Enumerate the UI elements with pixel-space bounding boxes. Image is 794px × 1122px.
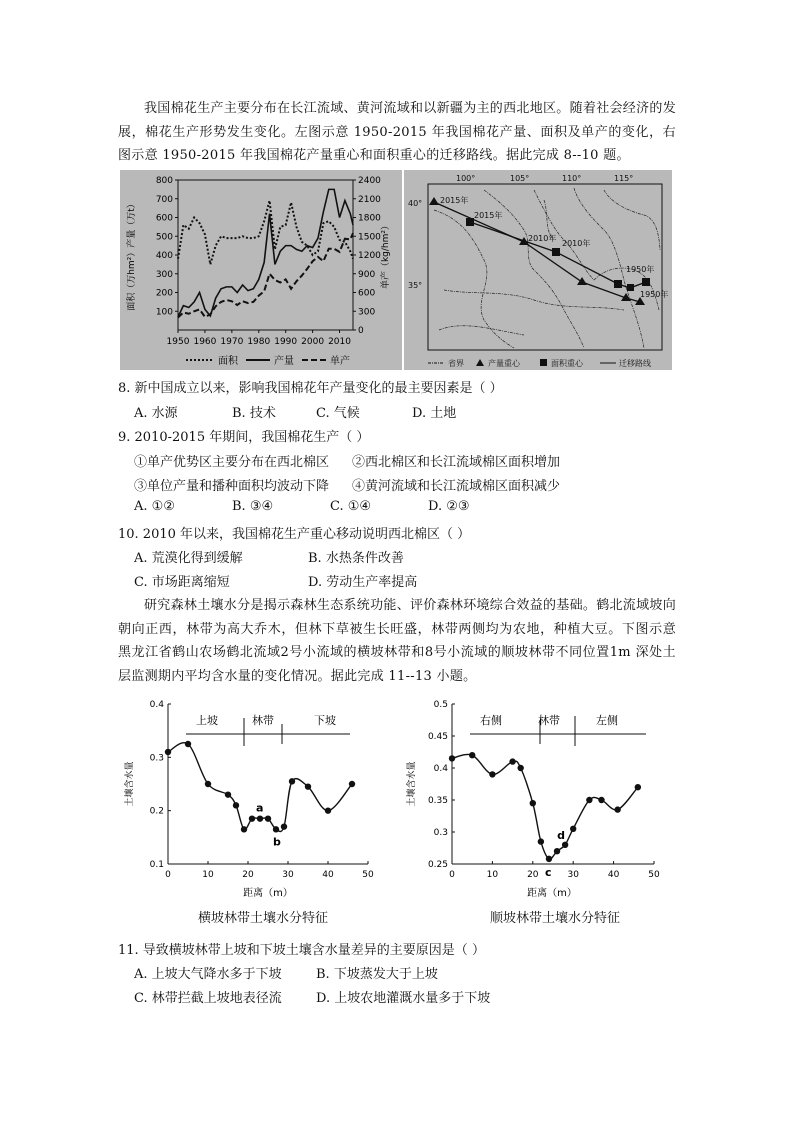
cotton-production-chart	[120, 170, 402, 370]
right-tick-label: 2100	[358, 194, 381, 205]
data-point	[225, 791, 231, 797]
q9-option-a[interactable]: A. ①②	[134, 499, 175, 514]
left-tick-label: 400	[155, 251, 173, 261]
zone-right-side: 右侧	[480, 714, 502, 727]
legend-output-center: 产量重心	[488, 359, 520, 368]
point-label-d: d	[557, 828, 565, 842]
label-2010-area: 2010年	[562, 239, 591, 248]
x-tick-label: 2010	[328, 337, 351, 347]
x-tick-label: 2000	[301, 337, 325, 347]
zone-left-side: 左侧	[596, 714, 618, 727]
area-center-mid	[614, 280, 622, 288]
q11-option-d[interactable]: D. 上坡农地灌溉水量多于下坡	[316, 991, 491, 1006]
x-tick-label: 40	[322, 870, 334, 880]
x-tick-label: 1960	[193, 337, 217, 347]
x-axis-label: 距离（m）	[243, 888, 293, 899]
zone-downslope: 下坡	[314, 714, 336, 727]
data-point	[305, 783, 311, 789]
legend-yield: 单产	[330, 356, 350, 367]
left-tick-label: 500	[155, 232, 173, 243]
x-tick-label: 50	[362, 870, 374, 880]
left-tick-label: 200	[155, 288, 173, 299]
y-tick-label: 0.45	[427, 732, 448, 742]
point-label-b: b	[273, 835, 281, 849]
left-tick-label: 600	[155, 213, 173, 224]
q8-option-c[interactable]: C. 气候	[316, 406, 360, 421]
x-tick-label: 30	[567, 870, 579, 880]
left-tick-label: 100	[155, 307, 173, 318]
y-tick-label: 0.35	[427, 796, 448, 806]
area-center-2010	[552, 248, 560, 256]
q11-option-a[interactable]: A. 上坡大气降水多于下坡	[134, 967, 282, 982]
right-tick-label: 0	[358, 326, 364, 336]
data-point	[570, 826, 576, 832]
cross-slope-chart	[118, 692, 388, 902]
data-point	[325, 807, 331, 813]
intro-paragraph-2: 研究森林土壤水分是揭示森林生态系统功能、评价森林环境综合效益的基础。鹤北流域坡向朝向正西，林带为高大乔木，但林下草被生长旺盛，林带两侧均为农地，种植大豆。下图示意黑龙江省鹤山农场鹤北流域2号小流域的横坡林带和8号小流域的顺坡林带不同位置1m 深处土层监测期内平均含水量的变化情况。据此完成 11--13 小题。	[118, 598, 677, 684]
cross-slope-caption: 横坡林带土壤水分特征	[198, 911, 329, 926]
moisture-curve	[452, 754, 638, 859]
zone-forest-belt: 林带	[538, 714, 560, 727]
q8-option-d[interactable]: D. 土地	[412, 406, 457, 421]
lat-40: 40°	[408, 199, 423, 208]
y-tick-label: 0.3	[433, 828, 448, 838]
label-1950-output: 1950年	[640, 290, 669, 299]
x-tick-label: 50	[648, 870, 660, 880]
y-tick-label: 0.25	[427, 860, 448, 870]
x-tick-label: 1950	[166, 337, 190, 347]
data-point	[554, 848, 560, 854]
barycenter-map	[404, 170, 672, 370]
left-tick-label: 300	[155, 269, 173, 280]
label-2010-output: 2010年	[528, 234, 557, 243]
data-point	[349, 781, 355, 787]
data-point	[586, 797, 592, 803]
intro-paragraph-1: 我国棉花生产主要分布在长江流域、黄河流域和以新疆为主的西北地区。随着社会经济的发展，棉花生产形势发生变化。左图示意 1950-2015 年我国棉花产量、面积及单产的变化，右图示意 1950-2015 年我国棉花产量重心和面积重心的迁移路线。据此完成 8--10 题。	[118, 101, 677, 163]
data-point	[185, 741, 191, 747]
label-2015-area: 2015年	[474, 211, 503, 220]
x-tick-label: 0	[165, 870, 171, 880]
q9-option-c[interactable]: C. ①④	[330, 499, 372, 514]
data-point	[530, 800, 536, 806]
left-tick-label: 800	[155, 176, 173, 186]
legend-output: 产量	[274, 356, 294, 367]
x-tick-label: 30	[282, 870, 294, 880]
legend-boundary: 省界	[448, 359, 464, 368]
data-point	[249, 815, 255, 821]
q8-stem: 8. 新中国成立以来，影响我国棉花年产量变化的最主要因素是（ ）	[118, 381, 503, 396]
data-point	[469, 752, 475, 758]
y-tick-label: 0.4	[149, 700, 164, 710]
right-tick-label: 300	[358, 307, 376, 318]
label-1950-area: 1950年	[626, 265, 655, 274]
y-tick-label: 0.1	[149, 860, 164, 870]
q9-option-b[interactable]: B. ③④	[232, 499, 274, 514]
data-point	[546, 856, 552, 862]
x-tick-label: 20	[527, 870, 539, 880]
x-tick-label: 1980	[247, 337, 271, 347]
lon-105: 105°	[510, 174, 530, 183]
right-tick-label: 2400	[358, 176, 381, 186]
x-axis-label: 距离（m）	[527, 888, 577, 899]
q11-stem: 11. 导致横坡林带上坡和下坡土壤含水量差异的主要原因是（ ）	[118, 943, 485, 958]
q10-stem: 10. 2010 年以来，我国棉花生产重心移动说明西北棉区（ ）	[118, 527, 471, 542]
y-tick-label: 0.3	[149, 753, 164, 764]
right-tick-label: 600	[358, 288, 376, 299]
legend-area: 面积	[218, 356, 238, 367]
left-axis-label: 面积（万hm²）产量（万t）	[127, 199, 137, 311]
data-point	[165, 749, 171, 755]
area-center-2015	[466, 218, 474, 226]
data-point	[509, 758, 515, 764]
x-tick-label: 1990	[274, 337, 298, 347]
q11-option-c[interactable]: C. 林带拦截上坡地表径流	[134, 991, 282, 1006]
legend-route: 迁移路线	[619, 359, 651, 368]
data-point	[257, 815, 263, 821]
x-tick-label: 20	[242, 870, 254, 880]
q9-item-3: ③单位产量和播种面积均波动下降	[134, 479, 330, 494]
point-label-a: a	[256, 801, 264, 815]
data-point	[289, 778, 295, 784]
x-tick-label: 40	[607, 870, 620, 880]
x-tick-label: 10	[486, 870, 499, 880]
data-point	[281, 823, 287, 829]
right-tick-label: 900	[358, 269, 376, 280]
lat-35: 35°	[408, 281, 423, 290]
data-point	[517, 765, 523, 771]
q10-option-c[interactable]: C. 市场距离缩短	[134, 575, 230, 590]
q10-option-a[interactable]: A. 荒漠化得到缓解	[134, 551, 243, 566]
q9-item-1: ①单产优势区主要分布在西北棉区	[134, 455, 330, 470]
y-tick-label: 0.5	[433, 700, 448, 710]
label-2015-output: 2015年	[440, 196, 469, 205]
x-tick-label: 10	[202, 870, 214, 880]
zone-upslope: 上坡	[196, 714, 218, 727]
q9-item-4: ④黄河流域和长江流域棉区面积减少	[352, 479, 561, 494]
down-slope-caption: 顺坡林带土壤水分特征	[490, 911, 621, 926]
q9-item-2: ②西北棉区和长江流域棉区面积增加	[352, 455, 561, 470]
lon-110: 110°	[562, 174, 582, 183]
q11-option-b[interactable]: B. 下坡蒸发大于上坡	[316, 967, 438, 982]
right-tick-label: 1500	[358, 232, 381, 243]
data-point	[614, 806, 620, 812]
data-point	[241, 826, 247, 832]
area-center-1950b	[642, 278, 650, 286]
data-point	[273, 826, 279, 832]
q10-option-d[interactable]: D. 劳动生产率提高	[308, 575, 418, 590]
y-axis-label: 土壤含水量	[407, 761, 417, 807]
data-point	[265, 815, 271, 821]
data-point	[449, 755, 455, 761]
right-tick-label: 1200	[358, 251, 381, 261]
lon-115: 115°	[614, 174, 634, 183]
down-slope-chart	[400, 692, 674, 902]
data-point	[635, 784, 641, 790]
point-label-c: c	[544, 865, 552, 879]
right-tick-label: 1800	[358, 213, 381, 224]
q8-option-b[interactable]: B. 技术	[232, 406, 276, 421]
y-tick-label: 0.4	[433, 764, 448, 774]
area-center-1950a	[627, 284, 634, 291]
data-point	[538, 838, 544, 844]
zone-forest-belt: 林带	[252, 714, 274, 727]
x-tick-label: 0	[449, 870, 455, 880]
data-point	[489, 771, 495, 777]
y-tick-label: 0.2	[149, 806, 164, 817]
legend-area-center: 面积重心	[551, 359, 583, 368]
lon-100: 100°	[456, 174, 476, 183]
left-tick-label: 700	[155, 194, 173, 205]
q10-option-b[interactable]: B. 水热条件改善	[308, 551, 404, 566]
data-point	[233, 802, 239, 808]
data-point	[562, 842, 568, 848]
right-axis-label: 单产（kg/hm²）	[381, 220, 391, 290]
data-point	[598, 797, 604, 803]
data-point	[205, 781, 211, 787]
q8-option-a[interactable]: A. 水源	[134, 406, 178, 421]
y-axis-label: 土壤含水量	[125, 761, 135, 807]
q9-stem: 9. 2010-2015 年期间，我国棉花生产（ ）	[118, 430, 370, 445]
q9-option-d[interactable]: D. ②③	[428, 499, 470, 514]
x-tick-label: 1970	[220, 337, 244, 347]
